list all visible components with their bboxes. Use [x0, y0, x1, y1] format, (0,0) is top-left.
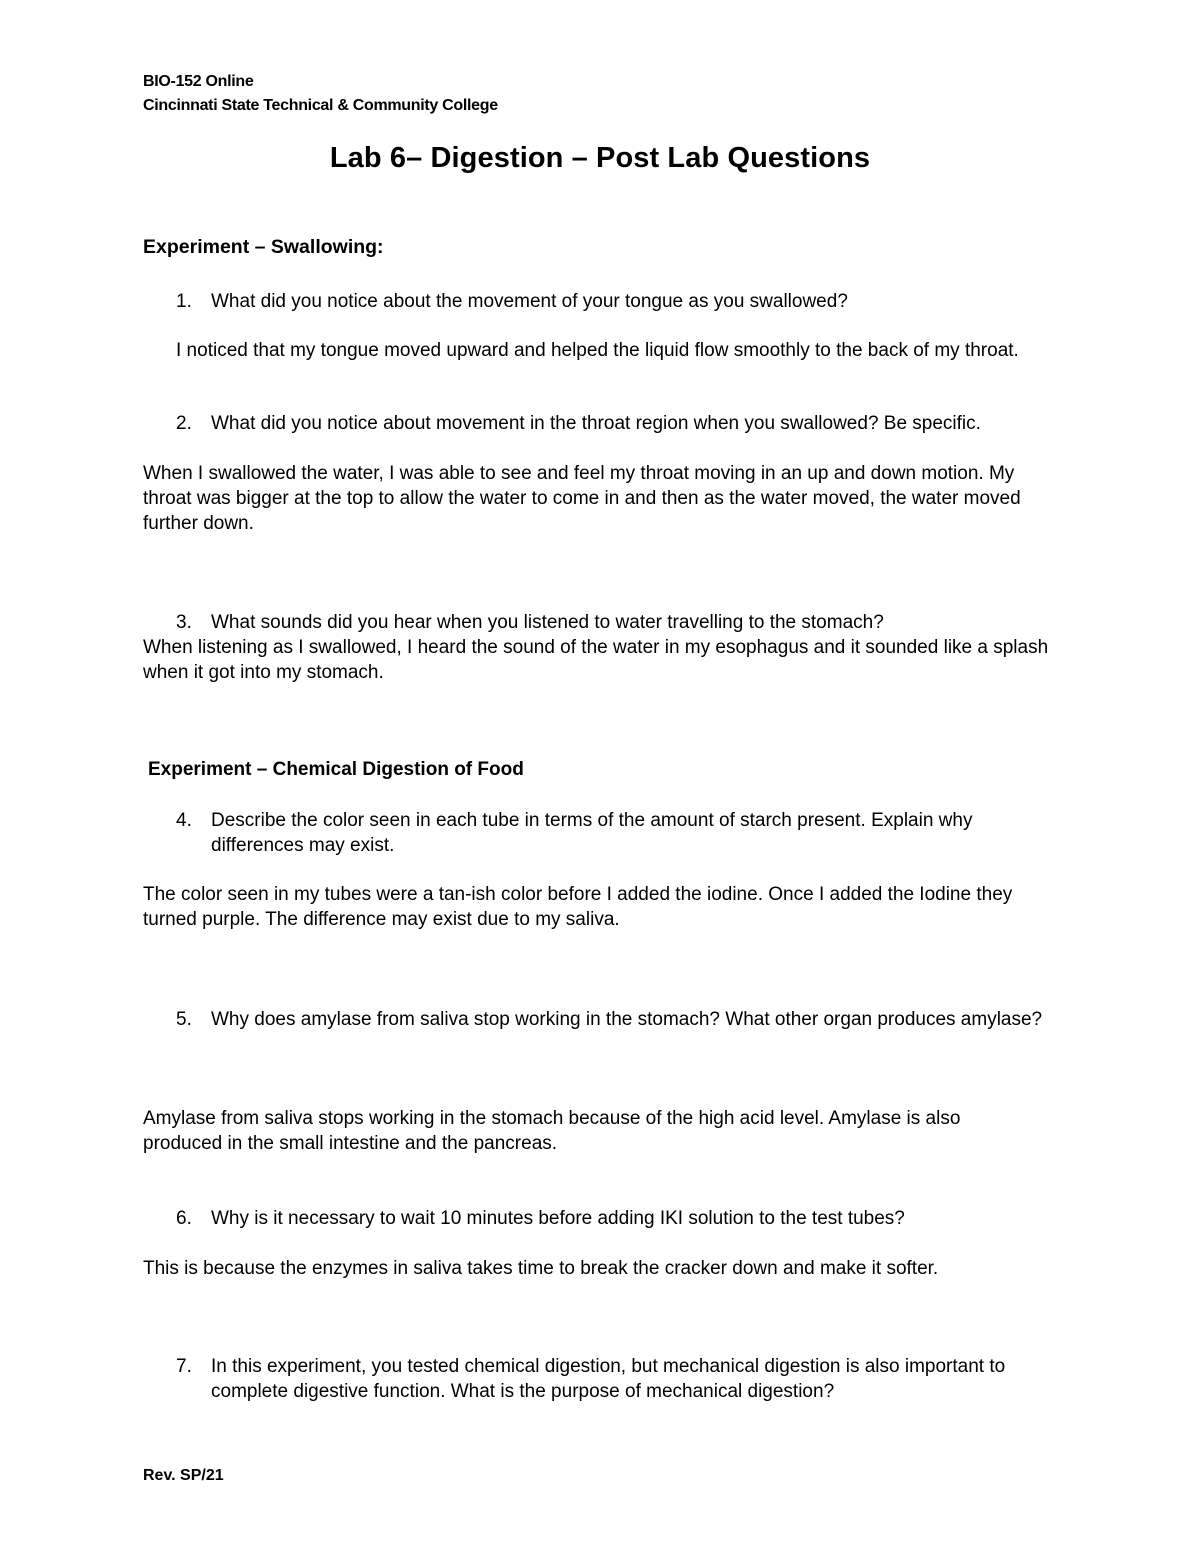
answer-3: When listening as I swallowed, I heard the sound of the water in my esophagus and it sounded like a splash when it got into my stomach. [143, 637, 1049, 683]
question-text: In this experiment, you tested chemical digestion, but mechanical digestion is also important to complete digestive function. What is the purpose of mechanical digestion? [211, 1356, 1006, 1402]
question-text: Describe the color seen in each tube in terms of the amount of starch present. Explain why differences may exist. [211, 810, 973, 856]
question-text: What did you notice about movement in the throat region when you swallowed? Be specific. [211, 413, 981, 434]
answer-6: This is because the enzymes in saliva takes time to break the cracker down and make it softer. [143, 1258, 939, 1279]
question-1 [176, 289, 1076, 314]
question-text: Why is it necessary to wait 10 minutes before adding IKI solution to the test tubes? [211, 1208, 905, 1229]
answer-1: I noticed that my tongue moved upward and helped the liquid flow smoothly to the back of my throat. [176, 340, 1019, 361]
section-heading-chemical-digestion: Experiment – Chemical Digestion of Food [148, 759, 524, 780]
answer-5: Amylase from saliva stops working in the stomach because of the high acid level. Amylase is also produced in the small intestine and the pancreas. [143, 1108, 961, 1154]
question-number: 4. [176, 810, 192, 831]
question-text: What sounds did you hear when you listened to water travelling to the stomach? [211, 612, 884, 633]
question-number: 5. [176, 1009, 192, 1030]
question-number: 2. [176, 413, 192, 434]
course-name: BIO-152 Online [143, 73, 254, 90]
question-3 [176, 610, 1076, 635]
question-6 [176, 1206, 1076, 1231]
question-text: What did you notice about the movement of your tongue as you swallowed? [211, 291, 848, 312]
revision-footer: Rev. SP/21 [143, 1467, 224, 1484]
question-number: 7. [176, 1356, 192, 1377]
question-2 [176, 411, 1076, 436]
question-number: 6. [176, 1208, 192, 1229]
question-number: 1. [176, 291, 192, 312]
answer-2: When I swallowed the water, I was able to see and feel my throat moving in an up and down motion. My throat was bigger at the top to allow the water to come in and then as the water moved, the water moved further down. [143, 463, 1021, 534]
question-4 [176, 808, 1076, 858]
question-text: Why does amylase from saliva stop working in the stomach? What other organ produces amylase? [211, 1009, 1043, 1030]
answer-4: The color seen in my tubes were a tan-ish color before I added the iodine. Once I added the Iodine they turned purple. The difference may exist due to my saliva. [143, 884, 1013, 930]
question-number: 3. [176, 612, 192, 633]
college-name: Cincinnati State Technical & Community College [143, 97, 498, 114]
section-heading-swallowing: Experiment – Swallowing: [143, 236, 384, 258]
question-7 [176, 1354, 1076, 1404]
question-5 [176, 1007, 1076, 1032]
page-title: Lab 6– Digestion – Post Lab Questions [329, 142, 871, 174]
